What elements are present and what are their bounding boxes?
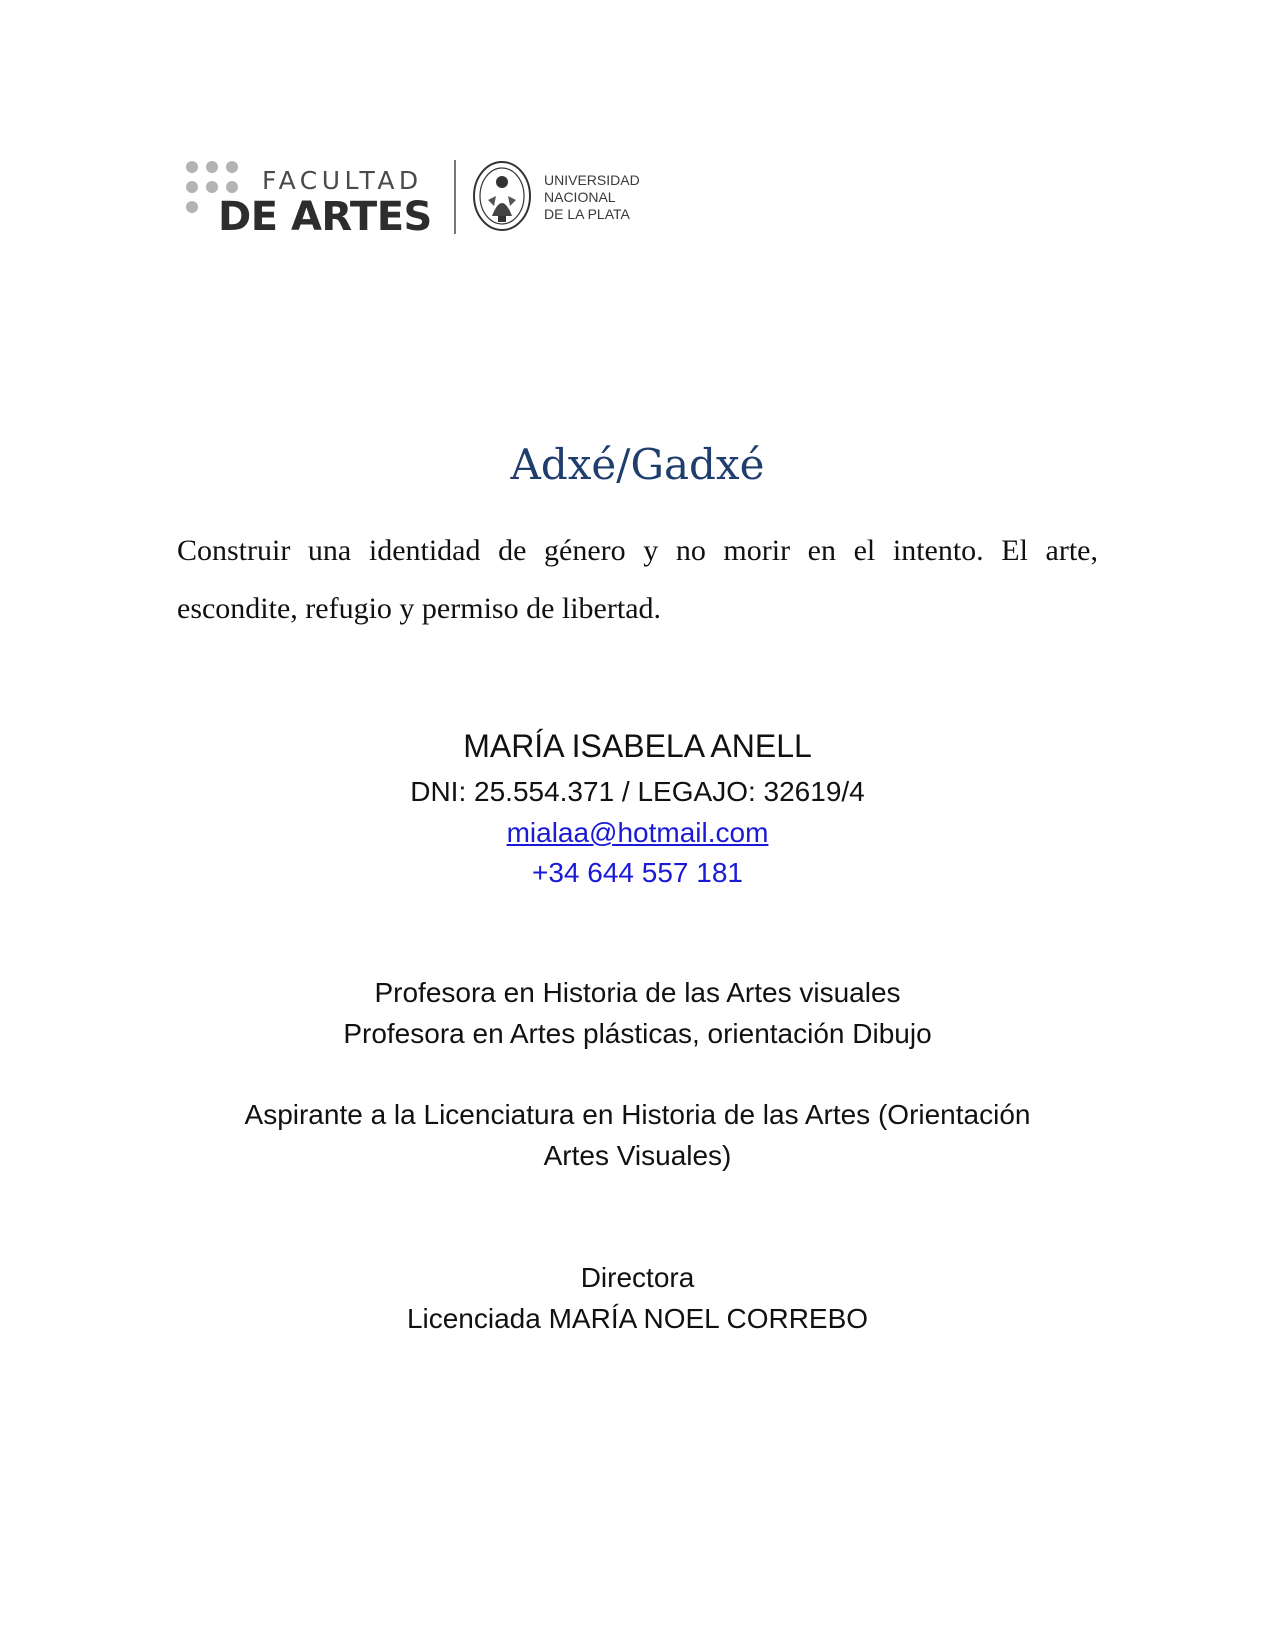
author-email-link[interactable]: mialaa@hotmail.com xyxy=(506,817,769,848)
university-name xyxy=(544,172,640,223)
university-line: DE LA PLATA xyxy=(544,206,630,222)
faculty-name-small: FACULTAD xyxy=(262,166,423,195)
author-phone[interactable]: +34 644 557 181 xyxy=(532,857,743,888)
document-subtitle: Construir una identidad de género y no morir en el intento. El arte, escondite, refugio y permiso de libertad. xyxy=(177,534,1098,625)
credential-line: Profesora en Artes plásticas, orientación Dibujo xyxy=(343,1018,932,1049)
university-seal-icon xyxy=(472,160,532,232)
university-line: NACIONAL xyxy=(544,189,616,205)
logo-divider xyxy=(454,160,456,234)
director-name: Licenciada MARÍA NOEL CORREBO xyxy=(406,1303,869,1334)
aspirant-line: Artes Visuales) xyxy=(543,1140,732,1171)
faculty-name-big: DE ARTES xyxy=(218,194,432,240)
document-title: Adxé/Gadxé xyxy=(510,440,765,489)
aspirant-line: Aspirante a la Licenciatura en Historia de las Artes (Orientación xyxy=(244,1099,1031,1130)
author-id: DNI: 25.554.371 / LEGAJO: 32619/4 xyxy=(410,776,865,807)
director-role: Directora xyxy=(580,1262,695,1293)
credential-line: Profesora en Historia de las Artes visuales xyxy=(374,977,901,1008)
university-line: UNIVERSIDAD xyxy=(544,172,640,188)
author-name: MARÍA ISABELA ANELL xyxy=(463,728,812,764)
faculty-logo xyxy=(186,158,646,238)
